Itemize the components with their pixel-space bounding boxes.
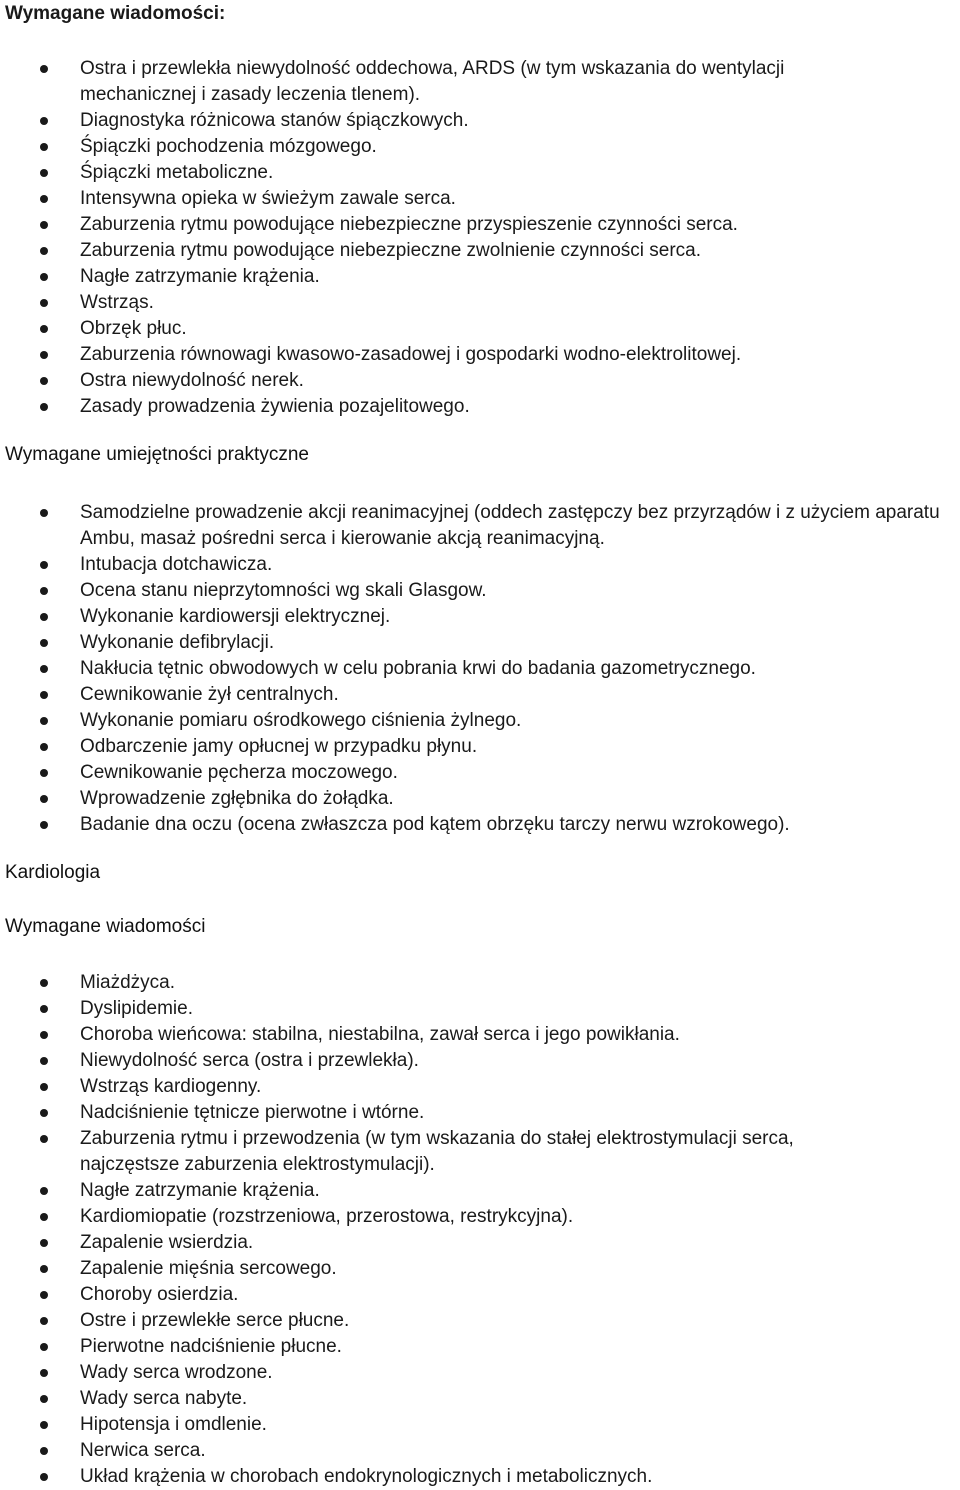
list-item: Nerwica serca. <box>0 1438 960 1464</box>
list-item: Nagłe zatrzymanie krążenia. <box>0 1178 960 1204</box>
bullet-icon <box>40 795 48 803</box>
bullet-icon <box>40 65 48 73</box>
list-item: Wykonanie defibrylacji. <box>0 630 960 656</box>
bullet-icon <box>40 221 48 229</box>
bullet-icon <box>40 1317 48 1325</box>
list-item: Wykonanie pomiaru ośrodkowego ciśnienia żylnego. <box>0 708 960 734</box>
bullet-icon <box>40 195 48 203</box>
list-item: Zaburzenia rytmu i przewodzenia (w tym wskazania do stałej elektrostymulacji serca, najczęstsze zaburzenia elektrostymulacji). <box>0 1126 960 1178</box>
bullet-icon <box>40 1265 48 1273</box>
bullet-icon <box>40 273 48 281</box>
list-item: Nadciśnienie tętnicze pierwotne i wtórne. <box>0 1100 960 1126</box>
list-item: Dyslipidemie. <box>0 996 960 1022</box>
list-item: Choroby osierdzia. <box>0 1282 960 1308</box>
list-kardiologia-wiadomosci <box>0 970 960 1490</box>
bullet-icon <box>40 1447 48 1455</box>
list-item: Wykonanie kardiowersji elektrycznej. <box>0 604 960 630</box>
list-item: Niewydolność serca (ostra i przewlekła). <box>0 1048 960 1074</box>
bullet-icon <box>40 117 48 125</box>
list-item: Wady serca wrodzone. <box>0 1360 960 1386</box>
bullet-icon <box>40 1031 48 1039</box>
list-item: Kardiomiopatie (rozstrzeniowa, przerostowa, restrykcyjna). <box>0 1204 960 1230</box>
bullet-icon <box>40 743 48 751</box>
bullet-icon <box>40 247 48 255</box>
list-item: Miażdżyca. <box>0 970 960 996</box>
bullet-icon <box>40 143 48 151</box>
bullet-icon <box>40 561 48 569</box>
section-heading-wymagane-umiejetnosci: Wymagane umiejętności praktyczne <box>5 444 309 465</box>
list-item: Obrzęk płuc. <box>0 316 960 342</box>
bullet-icon <box>40 691 48 699</box>
list-item: Pierwotne nadciśnienie płucne. <box>0 1334 960 1360</box>
list-wymagane-umiejetnosci <box>0 500 960 838</box>
list-item: Samodzielne prowadzenie akcji reanimacyjnej (oddech zastępczy bez przyrządów i z użyciem aparatu Ambu, masaż pośredni serca i kierowanie akcją reanimacyjną. <box>0 500 960 552</box>
bullet-icon <box>40 717 48 725</box>
list-item: Cewnikowanie żył centralnych. <box>0 682 960 708</box>
bullet-icon <box>40 1473 48 1481</box>
bullet-icon <box>40 1083 48 1091</box>
list-item: Intubacja dotchawicza. <box>0 552 960 578</box>
bullet-icon <box>40 1291 48 1299</box>
bullet-icon <box>40 1109 48 1117</box>
bullet-icon <box>40 1421 48 1429</box>
bullet-icon <box>40 509 48 517</box>
bullet-icon <box>40 325 48 333</box>
list-item: Układ krążenia w chorobach endokrynologicznych i metabolicznych. <box>0 1464 960 1490</box>
section-heading-kardiologia: Kardiologia <box>5 862 101 883</box>
bullet-icon <box>40 1239 48 1247</box>
bullet-icon <box>40 613 48 621</box>
list-item: Wprowadzenie zgłębnika do żołądka. <box>0 786 960 812</box>
bullet-icon <box>40 665 48 673</box>
list-item: Nakłucia tętnic obwodowych w celu pobrania krwi do badania gazometrycznego. <box>0 656 960 682</box>
bullet-icon <box>40 351 48 359</box>
list-item: Intensywna opieka w świeżym zawale serca. <box>0 186 960 212</box>
section-heading-wymagane-wiadomosci-kardiologia: Wymagane wiadomości <box>5 916 206 937</box>
list-item: Śpiączki metaboliczne. <box>0 160 960 186</box>
list-item: Nagłe zatrzymanie krążenia. <box>0 264 960 290</box>
list-item: Śpiączki pochodzenia mózgowego. <box>0 134 960 160</box>
bullet-icon <box>40 1343 48 1351</box>
bullet-icon <box>40 639 48 647</box>
list-item: Hipotensja i omdlenie. <box>0 1412 960 1438</box>
bullet-icon <box>40 1005 48 1013</box>
list-item: Wady serca nabyte. <box>0 1386 960 1412</box>
list-item: Choroba wieńcowa: stabilna, niestabilna, zawał serca i jego powikłania. <box>0 1022 960 1048</box>
bullet-icon <box>40 821 48 829</box>
section-heading-wymagane-wiadomosci: Wymagane wiadomości: <box>5 3 226 24</box>
bullet-icon <box>40 377 48 385</box>
list-item: Zaburzenia równowagi kwasowo-zasadowej i gospodarki wodno-elektrolitowej. <box>0 342 960 368</box>
list-item: Ocena stanu nieprzytomności wg skali Glasgow. <box>0 578 960 604</box>
bullet-icon <box>40 403 48 411</box>
bullet-icon <box>40 769 48 777</box>
list-item: Badanie dna oczu (ocena zwłaszcza pod kątem obrzęku tarczy nerwu wzrokowego). <box>0 812 960 838</box>
list-item: Wstrząs. <box>0 290 960 316</box>
list-item: Ostre i przewlekłe serce płucne. <box>0 1308 960 1334</box>
list-item: Odbarczenie jamy opłucnej w przypadku płynu. <box>0 734 960 760</box>
list-item: Ostra i przewlekła niewydolność oddechowa, ARDS (w tym wskazania do wentylacji mechanicznej i zasady leczenia tlenem). <box>0 56 960 108</box>
list-item: Cewnikowanie pęcherza moczowego. <box>0 760 960 786</box>
list-item: Zapalenie mięśnia sercowego. <box>0 1256 960 1282</box>
list-item: Zaburzenia rytmu powodujące niebezpieczne zwolnienie czynności serca. <box>0 238 960 264</box>
bullet-icon <box>40 1369 48 1377</box>
bullet-icon <box>40 1057 48 1065</box>
bullet-icon <box>40 979 48 987</box>
bullet-icon <box>40 1395 48 1403</box>
bullet-icon <box>40 1135 48 1143</box>
bullet-icon <box>40 587 48 595</box>
list-item: Zapalenie wsierdzia. <box>0 1230 960 1256</box>
list-item: Zasady prowadzenia żywienia pozajelitowego. <box>0 394 960 420</box>
list-item: Diagnostyka różnicowa stanów śpiączkowych. <box>0 108 960 134</box>
list-wymagane-wiadomosci <box>0 56 960 420</box>
list-item: Zaburzenia rytmu powodujące niebezpieczne przyspieszenie czynności serca. <box>0 212 960 238</box>
bullet-icon <box>40 1187 48 1195</box>
list-item: Wstrząs kardiogenny. <box>0 1074 960 1100</box>
bullet-icon <box>40 1213 48 1221</box>
bullet-icon <box>40 169 48 177</box>
list-item: Ostra niewydolność nerek. <box>0 368 960 394</box>
bullet-icon <box>40 299 48 307</box>
